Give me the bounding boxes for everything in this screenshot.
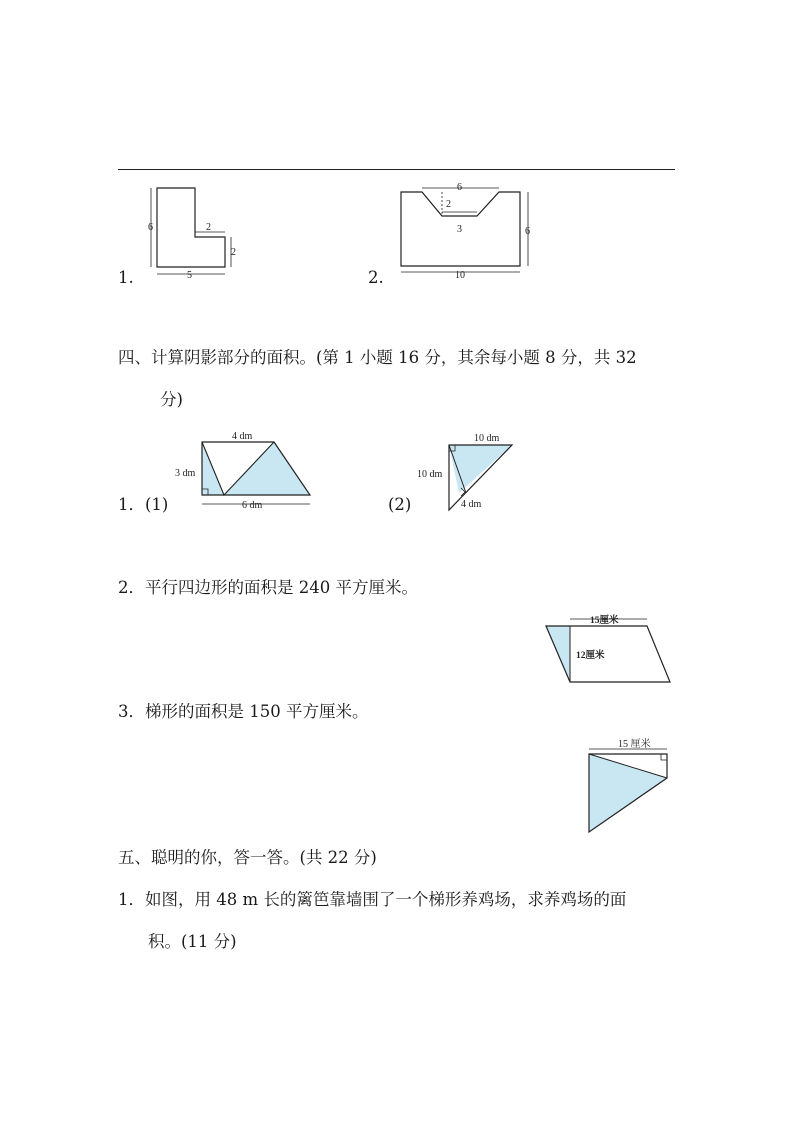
fig-number-2: 2. bbox=[368, 268, 384, 287]
fig2-top-label: 6 bbox=[457, 182, 462, 193]
top-rule bbox=[118, 169, 675, 170]
fig1-left-label: 6 bbox=[148, 222, 153, 233]
fig1-step-height-label: 2 bbox=[231, 247, 236, 258]
q1-fig1-bottom-label: 6 dm bbox=[242, 500, 263, 511]
fig2-depth-label: 2 bbox=[446, 199, 451, 210]
section4-heading-cont: 分) bbox=[160, 390, 183, 409]
trapezoid-shaded-figure bbox=[170, 428, 320, 518]
q3-text: 3．梯形的面积是 150 平方厘米。 bbox=[118, 702, 369, 721]
right-trapezoid-figure bbox=[580, 735, 680, 840]
q1-number: 1．(1) bbox=[118, 495, 169, 514]
q1-sub2-number: (2) bbox=[388, 495, 412, 514]
q1-fig2-bottom-label: 4 dm bbox=[461, 499, 482, 510]
l-shape-figure bbox=[145, 182, 245, 282]
q2-text: 2．平行四边形的面积是 240 平方厘米。 bbox=[118, 578, 418, 597]
section5-heading: 五、聪明的你，答一答。(共 22 分) bbox=[118, 848, 377, 867]
rect-notch-figure bbox=[395, 176, 545, 281]
fig-number-1: 1. bbox=[118, 268, 134, 287]
q1-fig1-left-label: 3 dm bbox=[175, 468, 196, 479]
fig2-bottom-trap-label: 3 bbox=[457, 224, 462, 235]
q1-fig2-left-label: 10 dm bbox=[417, 469, 443, 480]
fig2-right-label: 6 bbox=[525, 226, 530, 237]
q2-top-label: 15厘米 bbox=[590, 616, 619, 626]
q1-fig2-top-label: 10 dm bbox=[474, 433, 500, 444]
q2-height-label: 12厘米 bbox=[576, 651, 605, 661]
q1-fig1-top-label: 4 dm bbox=[232, 431, 253, 442]
fig1-bottom-label: 5 bbox=[187, 270, 192, 281]
fig1-step-width-label: 2 bbox=[206, 222, 211, 233]
parallelogram-figure bbox=[540, 610, 680, 690]
section4-heading: 四、计算阴影部分的面积。(第 1 小题 16 分，其余每小题 8 分，共 32 bbox=[118, 348, 637, 367]
triangle-shaded-figure bbox=[412, 428, 522, 518]
section5-q1-line1: 1．如图，用 48 m 长的篱笆靠墙围了一个梯形养鸡场，求养鸡场的面 bbox=[118, 890, 627, 909]
section5-q1-line2: 积。(11 分) bbox=[148, 932, 237, 951]
q3-top-label: 15 厘米 bbox=[618, 739, 651, 750]
fig2-width-label: 10 bbox=[455, 270, 465, 281]
